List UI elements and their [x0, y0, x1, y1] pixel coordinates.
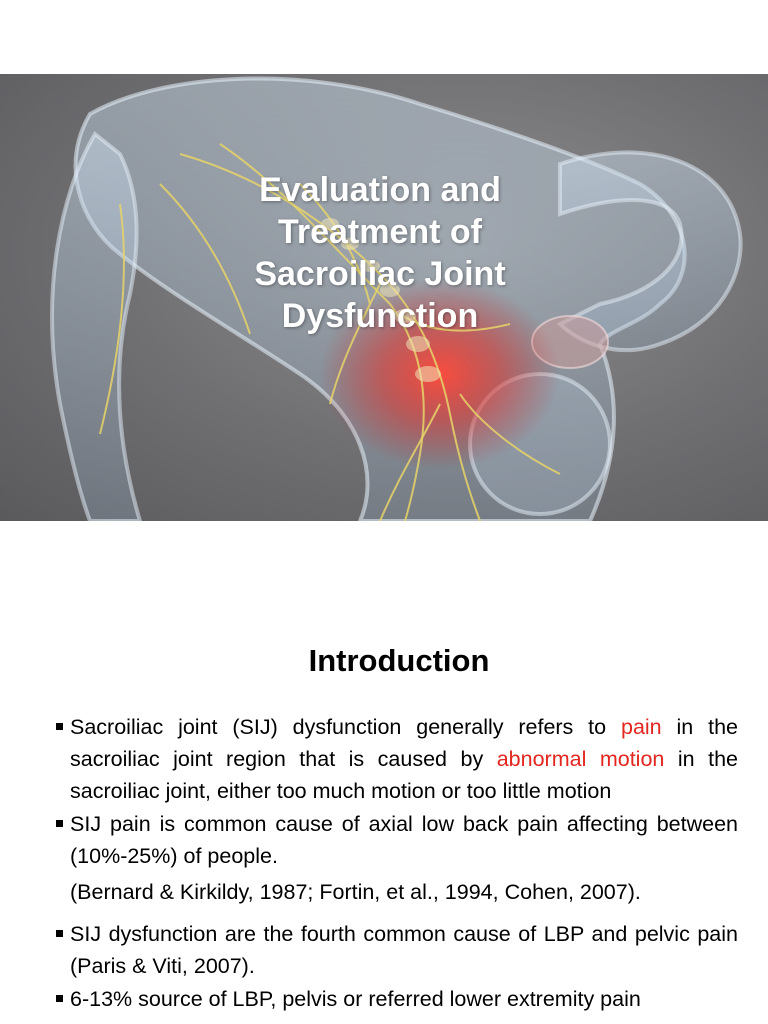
- title-line: Evaluation and: [259, 171, 501, 209]
- bullet-text: in the sacroiliac joint region that is caused by: [70, 715, 738, 771]
- page-top-margin: [0, 0, 768, 74]
- slide-title: [180, 169, 580, 337]
- highlight-pain: pain: [620, 715, 662, 739]
- bullet-marker-icon: [56, 723, 63, 730]
- bullet-text: 6-13% source of LBP, pelvis or referred lower extremity pain: [70, 987, 641, 1011]
- bullet-text: Sacroiliac joint (SIJ) dysfunction generally refers to: [70, 715, 621, 739]
- introduction-heading: Introduction: [308, 643, 490, 678]
- title-line: Dysfunction: [281, 297, 479, 335]
- bullet-list: [56, 711, 738, 1016]
- bullet-marker-icon: [56, 995, 63, 1002]
- title-line: Treatment of: [277, 213, 483, 251]
- bullet-text: SIJ pain is common cause of axial low back pain affecting between (10%-25%) of people.: [70, 812, 738, 868]
- bullet-item: [56, 918, 738, 982]
- title-line: Sacroiliac Joint: [254, 255, 506, 293]
- bullet-item: [56, 983, 738, 1015]
- bullet-text: SIJ dysfunction are the fourth common cause of LBP and pelvic pain (Paris & Viti, 2007).: [70, 922, 738, 978]
- bullet-marker-icon: [56, 820, 63, 827]
- introduction-slide: [0, 521, 768, 1024]
- citation: (Bernard & Kirkildy, 1987; Fortin, et al., 1994, Cohen, 2007).: [70, 880, 641, 904]
- bullet-marker-icon: [56, 930, 63, 937]
- title-slide: [0, 74, 768, 521]
- highlight-abnormal-motion: abnormal motion: [496, 747, 665, 771]
- bullet-item: [56, 711, 738, 807]
- bullet-item: [56, 808, 738, 872]
- bullet-text: in the sacroiliac joint, either too much motion or too little motion: [70, 747, 739, 803]
